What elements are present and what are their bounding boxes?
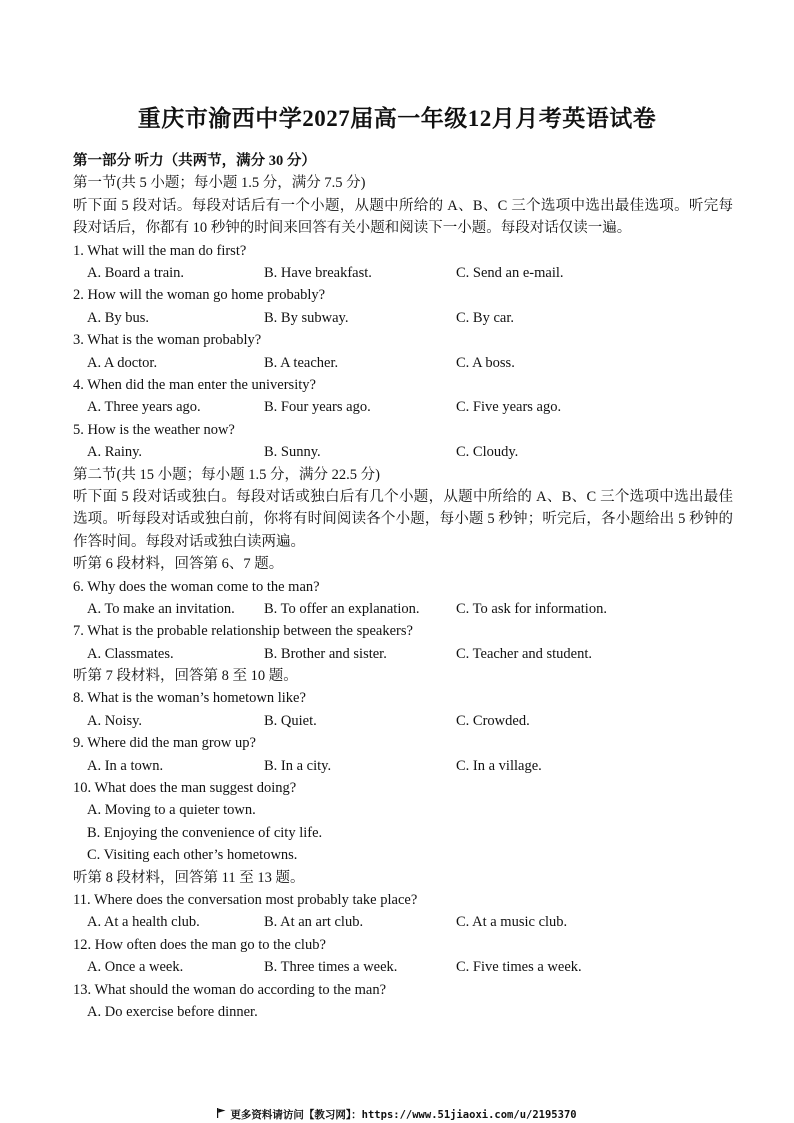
question-10-stem: 10. What does the man suggest doing? [73, 780, 297, 797]
flag-icon [217, 1108, 226, 1121]
option-b: B. Brother and sister. [264, 645, 387, 662]
option-c: C. Send an e-mail. [456, 264, 564, 281]
option-c: C. Visiting each other’s hometowns. [87, 847, 298, 864]
question-2-options [73, 307, 733, 329]
option-b: B. Four years ago. [264, 399, 371, 416]
option-b: B. Enjoying the convenience of city life. [87, 824, 323, 841]
part1-heading: 第一部分 听力（共两节，满分 30 分） [73, 153, 316, 169]
option-b: B. To offer an explanation. [264, 600, 420, 617]
option-b: B. In a city. [264, 757, 332, 774]
option-a: A. By bus. [87, 309, 150, 326]
option-a: A. In a town. [87, 757, 164, 774]
material-6-note: 听第 6 段材料，回答第 6、7 题。 [73, 556, 284, 573]
question-7-options [73, 643, 733, 665]
option-b: B. Quiet. [264, 712, 317, 729]
question-9-stem: 9. Where did the man grow up? [73, 735, 256, 752]
option-a: A. Once a week. [87, 959, 184, 976]
question-5-options [73, 441, 733, 463]
option-a: A. To make an invitation. [87, 600, 235, 617]
option-a: A. Board a train. [87, 264, 185, 281]
option-a: A. Rainy. [87, 444, 143, 461]
footer-link[interactable] [0, 1107, 794, 1122]
question-12-stem: 12. How often does the man go to the club? [73, 936, 326, 953]
page-title: 重庆市渝西中学2027届高一年级12月月考英语试卷 [137, 106, 657, 131]
section1-heading: 第一节(共 5 小题；每小题 1.5 分，满分 7.5 分) [73, 175, 366, 192]
question-1-options [73, 262, 733, 284]
question-4-stem: 4. When did the man enter the university? [73, 376, 316, 393]
option-c: C. To ask for information. [456, 600, 607, 617]
question-2-stem: 2. How will the woman go home probably? [73, 287, 326, 304]
question-4-options [73, 396, 733, 418]
material-8-note: 听第 8 段材料，回答第 11 至 13 题。 [73, 869, 305, 886]
footer-text: 更多资料请访问【教习网】：https://www.51jiaoxi.com/u/2195370 [230, 1109, 577, 1121]
option-b: B. By subway. [264, 309, 349, 326]
option-a: A. Classmates. [87, 645, 174, 662]
option-c: C. In a village. [456, 757, 542, 774]
option-c: C. Cloudy. [456, 444, 519, 461]
option-b: B. Have breakfast. [264, 264, 372, 281]
question-3-stem: 3. What is the woman probably? [73, 332, 262, 349]
question-7-stem: 7. What is the probable relationship between the speakers? [73, 623, 413, 640]
question-1-stem: 1. What will the man do first? [73, 242, 247, 259]
option-a: A. Moving to a quieter town. [87, 802, 256, 819]
option-c: C. Crowded. [456, 712, 530, 729]
exam-content [73, 150, 733, 1023]
option-a: A. Do exercise before dinner. [87, 1003, 258, 1020]
question-6-options [73, 598, 733, 620]
question-13-stem: 13. What should the woman do according to the man? [73, 981, 387, 998]
section2-instructions: 听下面 5 段对话或独白。每段对话或独白后有几个小题，从题中所给的 A、B、C 三个选项中选出最佳选项。听每段对话或独白前，你将有时间阅读各个小题，每小题 5 秒钟；听完后，各小题给出 5 秒钟的 作答时间。每段对话或独白读两遍。 [73, 488, 733, 550]
option-c: C. At a music club. [456, 914, 568, 931]
question-3-options [73, 352, 733, 374]
question-6-stem: 6. Why does the woman come to the man? [73, 578, 320, 595]
question-8-stem: 8. What is the woman’s hometown like? [73, 690, 306, 707]
question-12-options [73, 956, 733, 978]
section1-instructions: 听下面 5 段对话。每段对话后有一个小题，从题中所给的 A、B、C 三个选项中选出最佳选项。听完每段对话后，你都有 10 秒钟的时间来回答有关小题和阅读下一小题。每段对话仅读一遍。 [73, 197, 733, 237]
option-c: C. Teacher and student. [456, 645, 593, 662]
option-b: B. At an art club. [264, 914, 364, 931]
option-b: B. Sunny. [264, 444, 321, 461]
option-c: C. Five times a week. [456, 959, 582, 976]
option-a: A. At a health club. [87, 914, 200, 931]
option-a: A. A doctor. [87, 354, 158, 371]
question-5-stem: 5. How is the weather now? [73, 421, 235, 438]
option-a: A. Three years ago. [87, 399, 201, 416]
option-c: C. A boss. [456, 354, 515, 371]
question-11-options [73, 911, 733, 933]
option-b: B. A teacher. [264, 354, 339, 371]
section2-heading: 第二节(共 15 小题；每小题 1.5 分，满分 22.5 分) [73, 466, 380, 483]
question-11-stem: 11. Where does the conversation most probably take place? [73, 891, 418, 908]
option-b: B. Three times a week. [264, 959, 398, 976]
option-c: C. Five years ago. [456, 399, 562, 416]
material-7-note: 听第 7 段材料，回答第 8 至 10 题。 [73, 668, 298, 685]
question-8-options [73, 710, 733, 732]
option-a: A. Noisy. [87, 712, 143, 729]
question-9-options [73, 755, 733, 777]
option-c: C. By car. [456, 309, 514, 326]
